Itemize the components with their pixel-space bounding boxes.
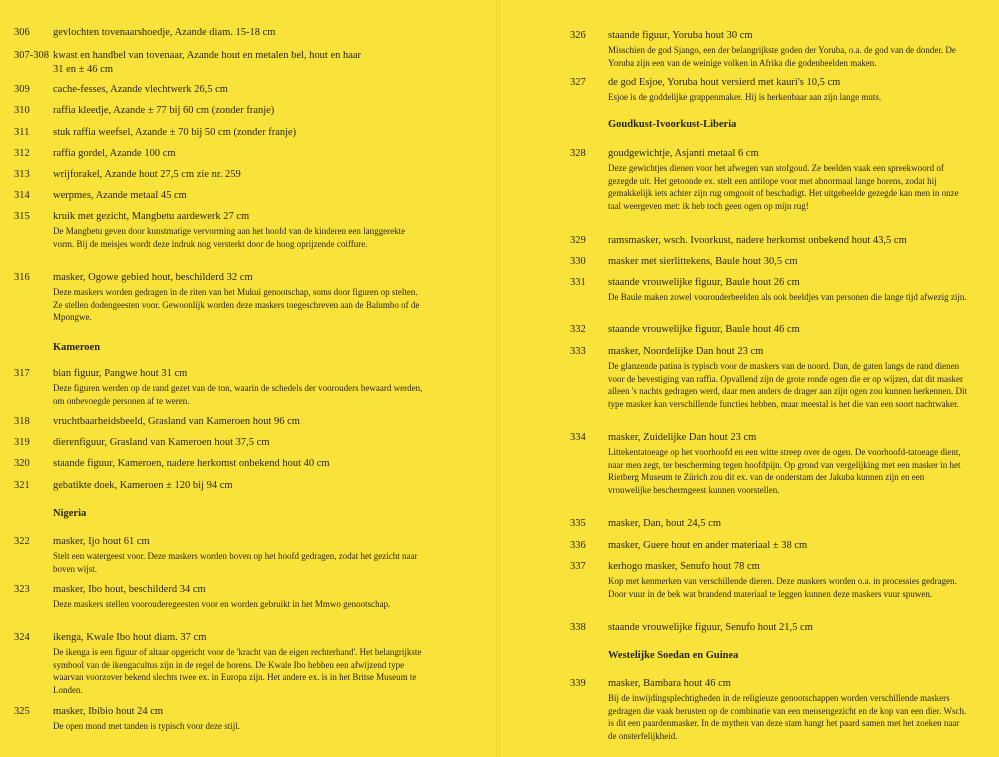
entry-number: 335 <box>570 518 586 529</box>
entry-title: masker met sierlittekens, Baule hout 30,5 cm <box>608 256 798 267</box>
entry-title: goudgewichtje, Asjanti metaal 6 cm <box>608 148 759 159</box>
entry-description: Misschien de god Sjango, een der belangrijkste goden der Yoruba, o.a. de god van de donder. De Yoruba zijn een van de weinige volken in Afrika die godenbeelden maken. <box>608 45 956 68</box>
entry-number: 312 <box>14 148 30 159</box>
entry-number: 331 <box>570 277 586 288</box>
entry-title: cache-fesses, Azande vlechtwerk 26,5 cm <box>53 84 228 95</box>
entry-description: De Baule maken zowel voorouderbeelden als ook beeldjes van personen die lange tijd afwezig zijn. <box>608 292 967 302</box>
entry-title: masker, Ibibio hout 24 cm <box>53 706 164 717</box>
entry-number: 310 <box>14 105 30 116</box>
entry-title: staande vrouwelijke figuur, Senufo hout 21,5 cm <box>608 622 813 633</box>
entry-title: masker, Ijo hout 61 cm <box>53 536 150 547</box>
section-heading-westelijke: Westelijke Soedan en Guinea <box>608 650 739 661</box>
entry-description: De glanzende patina is typisch voor de maskers van de noord. Dan, de gaten langs de rand dienen voor de bevestiging van raffia. Opvallend zijn de grote ronde ogen die er op wijzen, dat dit masker alleen 's nachts gedragen werd, daar men anders de drager aan zijn ogen zou kunnen herkennen. Dit type masker kan verschillende functies hebben, maar meestal is het die van een soort nachtwaker. <box>608 361 967 409</box>
entry-title: masker, Guere hout en ander materiaal ± 38 cm <box>608 540 808 551</box>
entry-title: vruchtbaarheidsbeeld, Grasland van Kameroen hout 96 cm <box>53 416 300 427</box>
right-page <box>500 0 999 757</box>
entry-title: werpmes, Azande metaal 45 cm <box>53 190 187 201</box>
entry-title: masker, Bambara hout 46 cm <box>608 678 731 689</box>
entry-number: 317 <box>14 368 30 379</box>
entry-title: raffia kleedje, Azande ± 77 bij 60 cm (zonder franje) <box>53 105 275 116</box>
entry-number: 314 <box>14 190 30 201</box>
entry-description: De open mond met tanden is typisch voor deze stijl. <box>53 721 240 731</box>
entry-number: 309 <box>14 84 30 95</box>
entry-number: 328 <box>570 148 586 159</box>
entry-description: Bij de inwijdingsplechtigheden in de religieuze genootschappen worden verschillende maskers gedragen die vaak berusten op de combinatie van een mensengezicht en de kop van een dier. Wsch. is dit een paardenmasker. In de mythen van deze stam hangt het paard samen met het zoeken naar de onsterfelijkheid. <box>608 693 967 741</box>
entry-title: staande figuur, Kameroen, nadere herkomst onbekend hout 40 cm <box>53 458 330 469</box>
entry-number: 337 <box>570 561 586 572</box>
entry-description: De ikenga is een figuur of altaar opgericht voor de 'kracht van de eigen rechterhand'. Het belangrijkste symbool van de ikengacultus zijn in de regel de horens. De Kwale Ibo hebben een afwijzend type waarvan voorzover bekend slechts twee ex. in Europa zijn. Het andere ex. is in het Britse Museum te Londen. <box>53 647 422 695</box>
entry-title: kerhogo masker, Senufo hout 78 cm <box>608 561 760 572</box>
entry-title: raffia gordel, Azande 100 cm <box>53 148 176 159</box>
entry-number: 322 <box>14 536 30 547</box>
entry-title: gevlochten tovenaarshoedje, Azande diam. 15-18 cm <box>53 27 276 38</box>
entry-description: Stelt een watergeest voor. Deze maskers worden boven op het hoofd gedragen, zodat het gezicht naar boven wijst. <box>53 551 418 574</box>
entry-title: masker, Zuidelijke Dan hout 23 cm <box>608 432 757 443</box>
entry-title: staande figuur, Yoruba hout 30 cm <box>608 30 753 41</box>
entry-title: gebatikte doek, Kameroen ± 120 bij 94 cm <box>53 480 233 491</box>
entry-number: 307-308 <box>14 50 49 61</box>
entry-description: Deze maskers worden gedragen in de riten van het Mukui genootschap, soms door figuren op stelten. Ze stellen dodengeesten voor. Gewoonlijk worden deze maskers toegeschreven aan de Balumbo of de Mpongwe. <box>53 287 420 322</box>
entry-title: stuk raffia weefsel, Azande ± 70 bij 50 cm (zonder franje) <box>53 127 297 138</box>
entry-title: masker, Dan, hout 24,5 cm <box>608 518 722 529</box>
section-heading-kameroen: Kameroen <box>53 342 101 353</box>
entry-title: staande vrouwelijke figuur, Baule hout 46 cm <box>608 324 800 335</box>
entry-description: Deze figuren werden op de rand gezet van de ton, waarin de schedels der voorouders bewaard werden, om onbevoegde personen af te weren. <box>53 383 423 406</box>
entry-number: 315 <box>14 211 30 222</box>
entry-title: bian figuur, Pangwe hout 31 cm <box>53 368 188 379</box>
entry-number: 332 <box>570 324 586 335</box>
entry-continuation: 31 en ± 46 cm <box>53 64 114 75</box>
entry-description: Deze gewichtjes dienen voor het afwegen van stofgoud. Ze beelden vaak een spreekwoord of gezegde uit. Het getoonde ex. stelt een antilope voor met abnormaal lange horens, zodat hij gemakkelijk iets achter zijn rug omgooit of beschadigt. Het uitgebeelde gezegde kan men in onze taal weergeven met: ik heb toch geen ogen op mijn rug! <box>608 163 959 211</box>
entry-number: 326 <box>570 30 586 41</box>
entry-number: 329 <box>570 235 586 246</box>
entry-number: 320 <box>14 458 30 469</box>
entry-number: 321 <box>14 480 30 491</box>
entry-number: 324 <box>14 632 30 643</box>
section-heading-goudkust: Goudkust-Ivoorkust-Liberia <box>608 119 737 130</box>
entry-title: de god Esjoe, Yoruba hout versierd met kauri's 10,5 cm <box>608 77 841 88</box>
entry-title: dierenfiguur, Grasland van Kameroen hout 37,5 cm <box>53 437 270 448</box>
entry-number: 333 <box>570 346 586 357</box>
entry-number: 338 <box>570 622 586 633</box>
entry-number: 313 <box>14 169 30 180</box>
entry-number: 306 <box>14 27 30 38</box>
entry-title: masker, Ogowe gebied hout, beschilderd 32 cm <box>53 272 253 283</box>
entry-number: 319 <box>14 437 30 448</box>
section-heading-nigeria: Nigeria <box>53 508 87 519</box>
entry-description: Littekentatoeage op het voorhoofd en een witte streep over de ogen. De voorhoofd-tatoeage dient, naar men zegt, ter bescherming tegen hoofdpijn. Op grond van vergelijking met een masker in het Rietberg Museum te Zürich zou dit ex. van de onderstam der Jakuba kunnen zijn en een vrouwelijke beschermgeest kunnen voorstellen. <box>608 447 961 495</box>
entry-description: Deze maskers stellen voorouderegeesten voor en worden gebruikt in het Mmwo genootschap. <box>53 599 391 609</box>
entry-number: 318 <box>14 416 30 427</box>
entry-description: De Mangbetu geven door kunstmatige vervorming aan het hoofd van de kinderen een langgerekte vorm. Bij de meisjes wordt deze indruk nog versterkt door de hoog oprijzende coiffure. <box>53 226 406 249</box>
entry-number: 330 <box>570 256 586 267</box>
entry-title: kruik met gezicht, Mangbetu aardewerk 27 cm <box>53 211 250 222</box>
entry-title: masker, Noordelijke Dan hout 23 cm <box>608 346 764 357</box>
entry-title: wrijforakel, Azande hout 27,5 cm zie nr. 259 <box>53 169 241 180</box>
entry-title: staande vrouwelijke figuur, Baule hout 26 cm <box>608 277 800 288</box>
left-page <box>0 0 496 757</box>
entry-number: 339 <box>570 678 586 689</box>
entry-title: masker, Ibo hout, beschilderd 34 cm <box>53 584 206 595</box>
entry-title: kwast en handbel van tovenaar, Azande hout en metalen bel, hout en haar <box>53 50 362 61</box>
entry-number: 325 <box>14 706 30 717</box>
entry-number: 323 <box>14 584 30 595</box>
entry-number: 327 <box>570 77 586 88</box>
entry-title: ramsmasker, wsch. Ivoorkust, nadere herkomst onbekend hout 43,5 cm <box>608 235 907 246</box>
entry-number: 316 <box>14 272 30 283</box>
entry-description: Kop met kenmerken van verschillende dieren. Deze maskers worden o.a. in processies gedragen. Door vuur in de bek wat brandend materiaal te leggen kunnen deze maskers vuur spuwen. <box>608 576 957 599</box>
entry-number: 311 <box>14 127 30 138</box>
entry-number: 336 <box>570 540 586 551</box>
entry-number: 334 <box>570 432 586 443</box>
entry-title: ikenga, Kwale Ibo hout diam. 37 cm <box>53 632 207 643</box>
entry-description: Esjoe is de goddelijke grappenmaker. Hij is herkenbaar aan zijn lange muts. <box>608 92 882 102</box>
